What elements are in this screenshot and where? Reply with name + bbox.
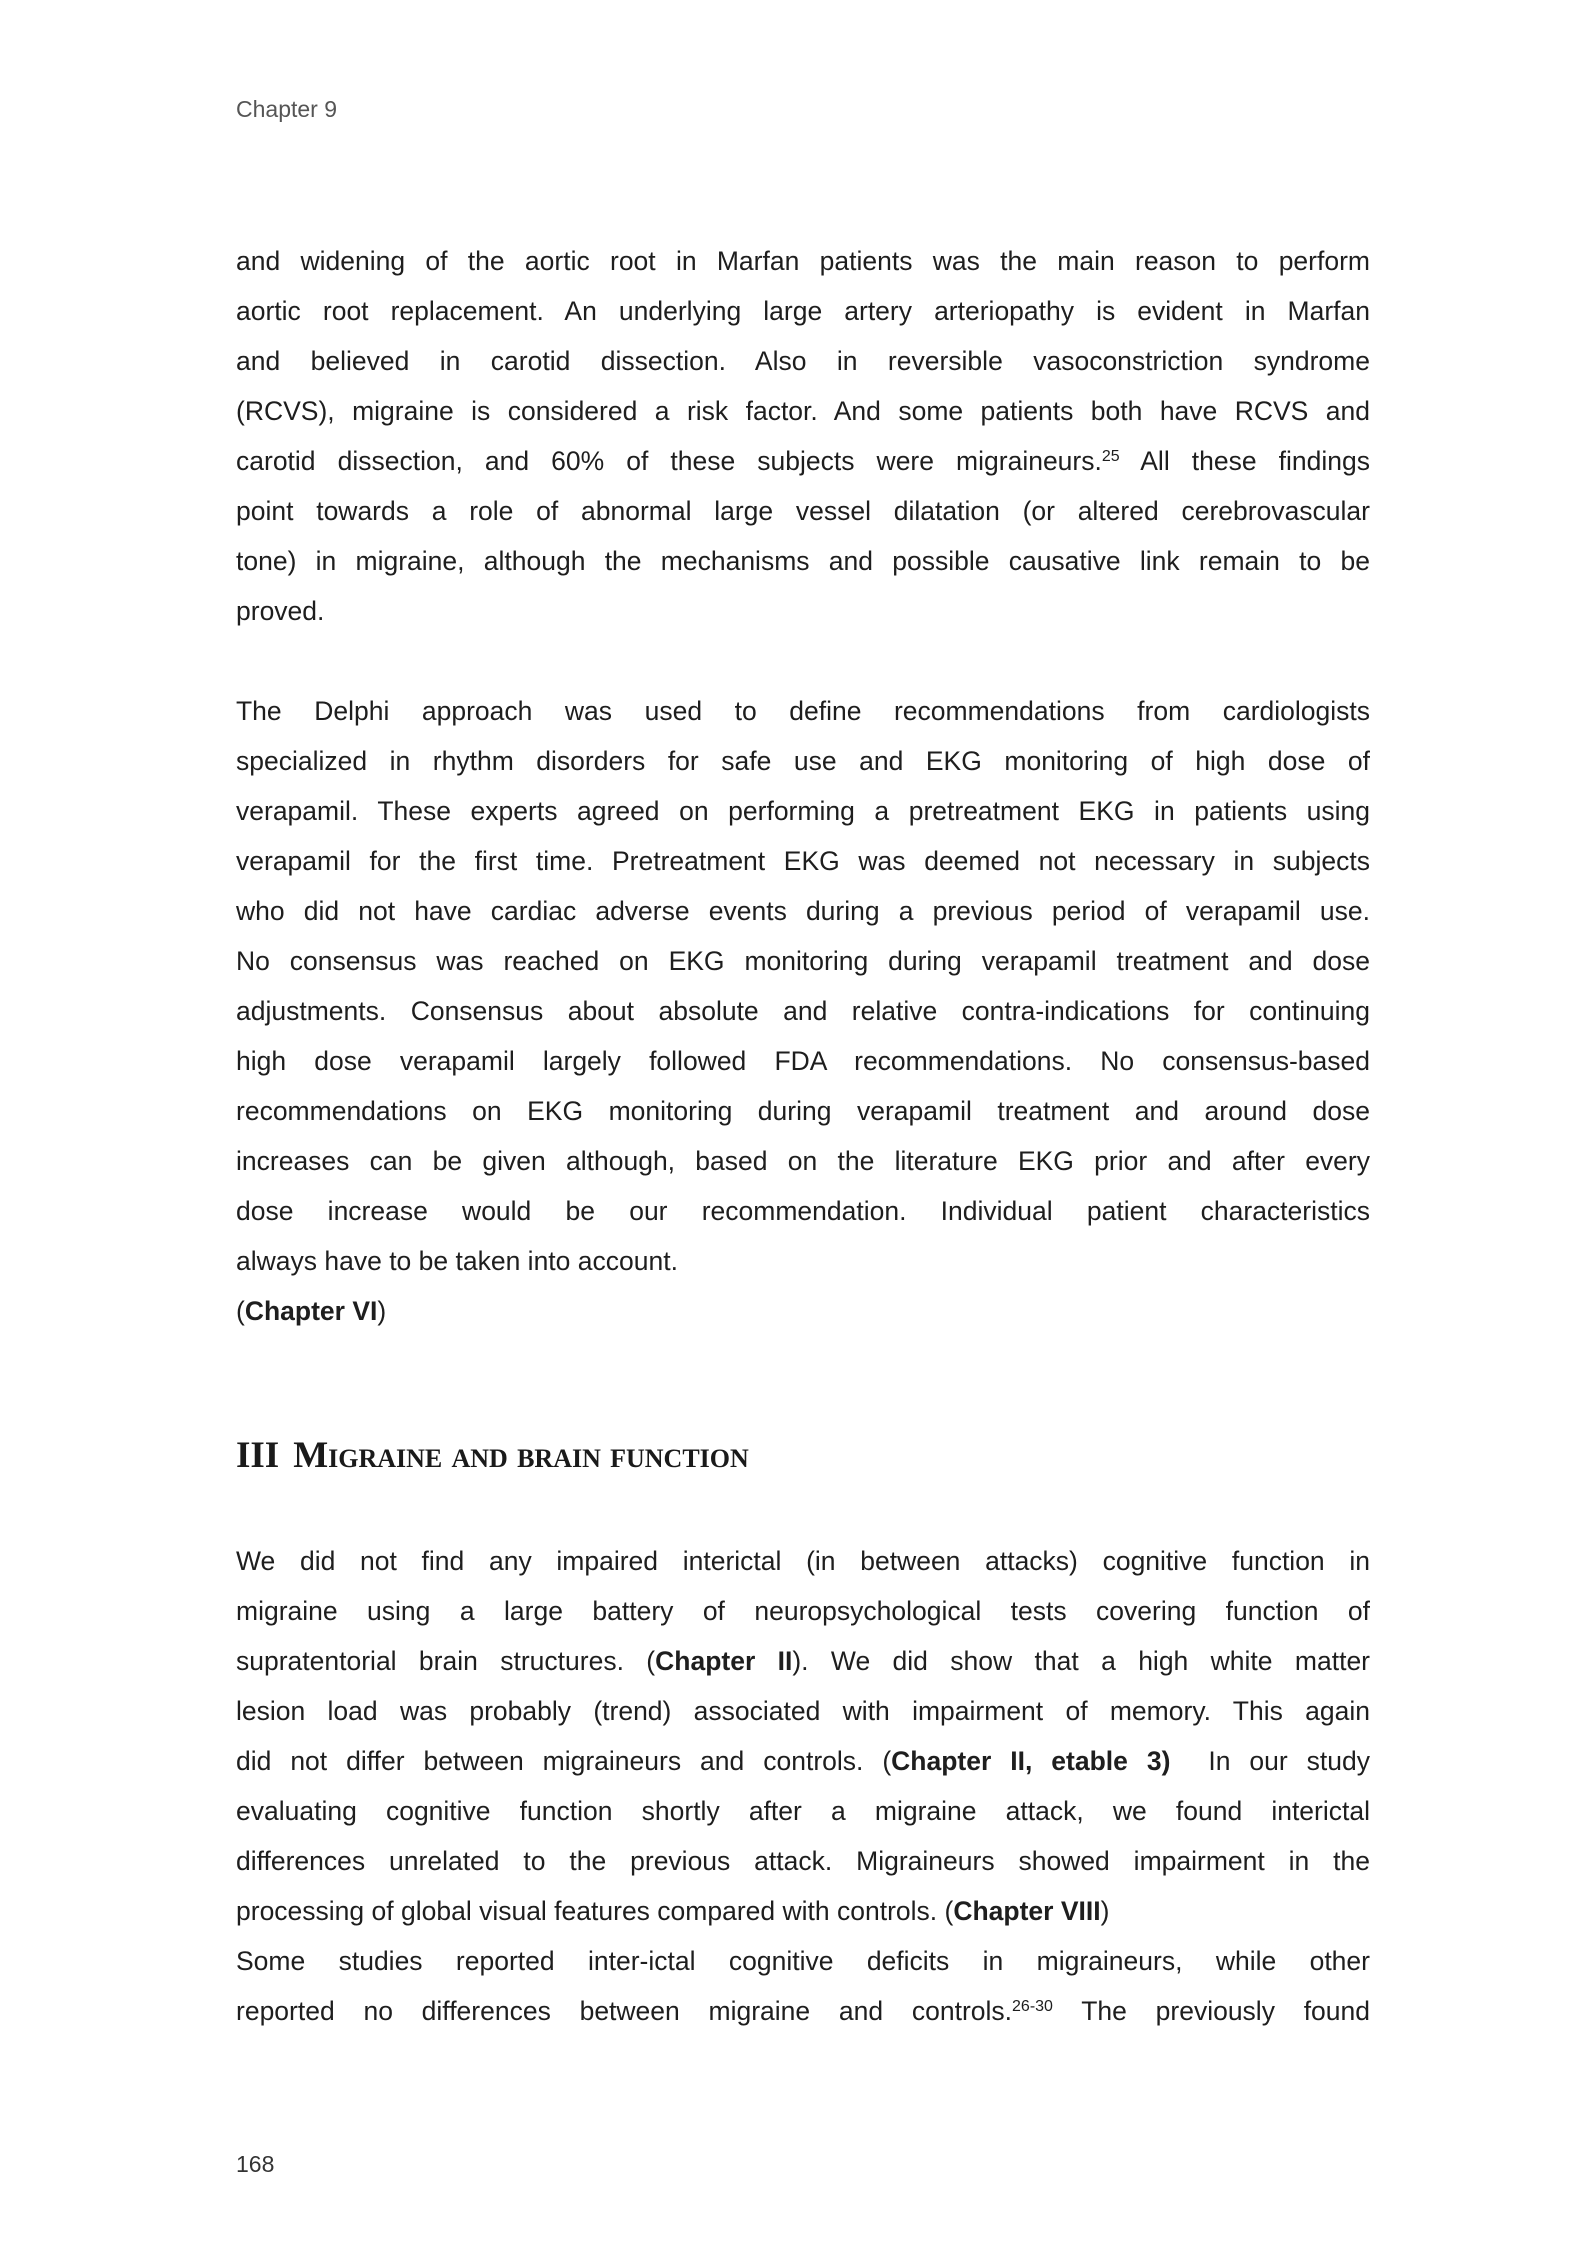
text-run: The Delphi approach was used to define recommendations from cardiologists: [236, 696, 1370, 726]
text-line: [236, 236, 1370, 286]
text-run: and believed in carotid dissection. Also in reversible vasoconstriction syndrome: [236, 346, 1370, 376]
text-line: [236, 586, 1370, 636]
text-run: aortic root replacement. An underlying large artery arteriopathy is evident in Marfan: [236, 296, 1370, 326]
chapter-reference: Chapter II, etable 3): [891, 1746, 1171, 1776]
running-head: Chapter 9: [236, 96, 338, 122]
chapter-reference: Chapter VI: [244, 1296, 378, 1326]
text-run: evaluating cognitive function shortly after a migraine attack, we found interictal: [236, 1796, 1370, 1826]
text-line: [236, 1686, 1370, 1736]
citation-superscript: 26-30: [1012, 1998, 1053, 2015]
text-line: [236, 1136, 1370, 1186]
text-line: [236, 386, 1370, 436]
text-line: [236, 1036, 1370, 1086]
text-run: In our study: [1170, 1746, 1370, 1776]
text-run: ): [1100, 1896, 1110, 1926]
text-line: [236, 1086, 1370, 1136]
text-run: All these findings: [1119, 446, 1370, 476]
text-line: [236, 1986, 1370, 2036]
text-line: [236, 1586, 1370, 1636]
text-line: [236, 786, 1370, 836]
text-line: [236, 1236, 1370, 1286]
text-run: verapamil for the first time. Pretreatment EKG was deemed not necessary in subjects: [236, 846, 1370, 876]
text-line: [236, 1636, 1370, 1686]
text-run: We did not find any impaired interictal (in between attacks) cognitive function in: [236, 1546, 1370, 1576]
text-run: reported no differences between migraine and controls.: [236, 1996, 1013, 2026]
text-line: [236, 986, 1370, 1036]
text-run: (RCVS), migraine is considered a risk factor. And some patients both have RCVS and: [236, 396, 1370, 426]
section-title: Migraine and brain function: [293, 1435, 749, 1476]
text-run: ): [377, 1296, 387, 1326]
text-line: [236, 886, 1370, 936]
text-run: adjustments. Consensus about absolute and relative contra-indications for continuing: [236, 996, 1370, 1026]
text-line: [236, 1186, 1370, 1236]
text-run: tone) in migraine, although the mechanisms and possible causative link remain to be: [236, 546, 1370, 576]
paragraph-delphi-verapamil: [236, 686, 1370, 1336]
text-line: [236, 1936, 1370, 1986]
text-line: [236, 1286, 1370, 1336]
text-run: The previously found: [1052, 1996, 1370, 2026]
text-line: [236, 336, 1370, 386]
text-run: lesion load was probably (trend) associated with impairment of memory. This again: [236, 1696, 1370, 1726]
text-line: [236, 1836, 1370, 1886]
text-run: proved.: [236, 596, 325, 626]
text-run: point towards a role of abnormal large vessel dilatation (or altered cerebrovascular: [236, 496, 1370, 526]
text-run: always have to be taken into account.: [236, 1246, 678, 1276]
paragraph-marfan-rcvs: [236, 236, 1370, 636]
paragraph-brain-function: [236, 1536, 1370, 2036]
text-line: [236, 1536, 1370, 1586]
text-line: [236, 1886, 1370, 1936]
text-run: supratentorial brain structures. (: [236, 1646, 656, 1676]
page-number: 168: [236, 2151, 275, 2177]
text-line: [236, 436, 1370, 486]
text-run: ). We did show that a high white matter: [792, 1646, 1370, 1676]
chapter-reference: Chapter II: [655, 1646, 793, 1676]
text-run: verapamil. These experts agreed on performing a pretreatment EKG in patients using: [236, 796, 1370, 826]
text-run: No consensus was reached on EKG monitoring during verapamil treatment and dose: [236, 946, 1370, 976]
section-heading: [236, 1434, 749, 1477]
section-number: III: [236, 1435, 280, 1476]
text-line: [236, 936, 1370, 986]
text-run: and widening of the aortic root in Marfan patients was the main reason to perform: [236, 246, 1370, 276]
text-line: [236, 536, 1370, 586]
text-line: [236, 1736, 1370, 1786]
text-line: [236, 1786, 1370, 1836]
text-run: (: [236, 1296, 245, 1326]
text-run: who did not have cardiac adverse events during a previous period of verapamil use.: [236, 896, 1370, 926]
text-run: Some studies reported inter-ictal cognitive deficits in migraineurs, while other: [236, 1946, 1370, 1976]
text-run: specialized in rhythm disorders for safe use and EKG monitoring of high dose of: [236, 746, 1370, 776]
text-line: [236, 286, 1370, 336]
text-line: [236, 736, 1370, 786]
text-run: differences unrelated to the previous attack. Migraineurs showed impairment in the: [236, 1846, 1370, 1876]
text-run: increases can be given although, based on the literature EKG prior and after every: [236, 1146, 1370, 1176]
text-run: processing of global visual features compared with controls. (: [236, 1896, 954, 1926]
text-run: high dose verapamil largely followed FDA recommendations. No consensus-based: [236, 1046, 1370, 1076]
text-run: dose increase would be our recommendation. Individual patient characteristics: [236, 1196, 1370, 1226]
text-run: migraine using a large battery of neuropsychological tests covering function of: [236, 1596, 1370, 1626]
text-line: [236, 836, 1370, 886]
text-run: carotid dissection, and 60% of these subjects were migraineurs.: [236, 446, 1102, 476]
text-run: did not differ between migraineurs and controls. (: [236, 1746, 892, 1776]
citation-superscript: 25: [1101, 448, 1120, 465]
text-line: [236, 686, 1370, 736]
chapter-reference: Chapter VIII: [953, 1896, 1101, 1926]
text-line: [236, 486, 1370, 536]
text-run: recommendations on EKG monitoring during verapamil treatment and around dose: [236, 1096, 1370, 1126]
